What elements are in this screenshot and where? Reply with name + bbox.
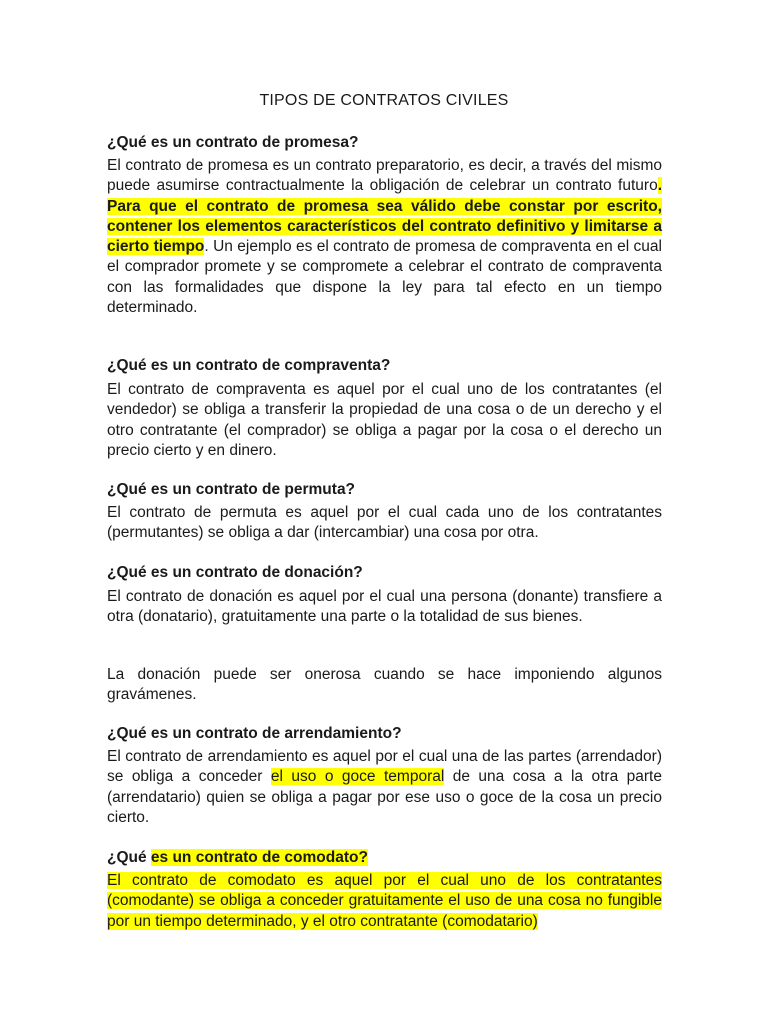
paragraph-donacion-1: El contrato de donación es aquel por el cual una persona (donante) transfiere a otra (donatario), gratuitamente una parte o la totalidad de sus bienes. bbox=[107, 588, 662, 626]
heading-comodato bbox=[107, 848, 662, 868]
heading-arrendamiento: ¿Qué es un contrato de arrendamiento? bbox=[107, 725, 402, 742]
paragraph-arrendamiento-text-a: El contrato de arrendamiento es aquel por el cual una de las partes (arrendador) se obliga a conceder bbox=[107, 748, 662, 786]
paragraph-promesa-text-a: El contrato de promesa es un contrato preparatorio, es decir, a través del mismo puede asumirse contractualmente la obligación de celebrar un contrato futuro bbox=[107, 157, 662, 195]
heading-comodato-text-a: ¿Qué bbox=[107, 849, 151, 866]
paragraph-promesa-text-b: . Un ejemplo es el contrato de promesa de compraventa en el cual el comprador promete y se compromete a celebrar el contrato de compraventa con las formalidades que dispone la ley para tal efecto en un tiempo determinado. bbox=[107, 238, 662, 317]
paragraph-promesa bbox=[107, 156, 662, 318]
heading-comodato-highlight: es un contrato de comodato? bbox=[150, 849, 368, 866]
heading-compraventa: ¿Qué es un contrato de compraventa? bbox=[107, 357, 391, 374]
heading-donacion: ¿Qué es un contrato de donación? bbox=[107, 564, 363, 581]
paragraph-comodato-highlight: El contrato de comodato es aquel por el cual uno de los contratantes (comodante) se obliga a conceder gratuitamente el uso de una cosa no fungible por un tiempo determinado, y el otro contratante (comodatario) bbox=[107, 872, 662, 930]
paragraph-arrendamiento-highlight: el uso o goce temporal bbox=[270, 768, 445, 786]
paragraph-arrendamiento bbox=[107, 747, 662, 828]
heading-permuta: ¿Qué es un contrato de permuta? bbox=[107, 481, 356, 498]
heading-promesa: ¿Qué es un contrato de promesa? bbox=[107, 134, 359, 151]
paragraph-promesa-highlight: . Para que el contrato de promesa sea válido debe constar por escrito, contener los elementos característicos del contrato definitivo y limitarse a cierto tiempo bbox=[107, 177, 662, 256]
document-title: TIPOS DE CONTRATOS CIVILES bbox=[259, 92, 509, 109]
paragraph-donacion-2: La donación puede ser onerosa cuando se hace imponiendo algunos gravámenes. bbox=[107, 666, 662, 704]
paragraph-comodato bbox=[107, 871, 662, 932]
paragraph-compraventa: El contrato de compraventa es aquel por el cual uno de los contratantes (el vendedor) se obliga a transferir la propiedad de una cosa o de un derecho y el otro contratante (el comprador) se obliga a pagar por la cosa o el derecho un precio cierto y en dinero. bbox=[107, 381, 662, 459]
paragraph-permuta: El contrato de permuta es aquel por el cual cada uno de los contratantes (permutantes) se obliga a dar (intercambiar) una cosa por otra. bbox=[107, 504, 662, 542]
paragraph-arrendamiento-text-b: de una cosa a la otra parte (arrendatario) quien se obliga a pagar por ese uso o goce de la cosa un precio cierto. bbox=[107, 768, 662, 826]
